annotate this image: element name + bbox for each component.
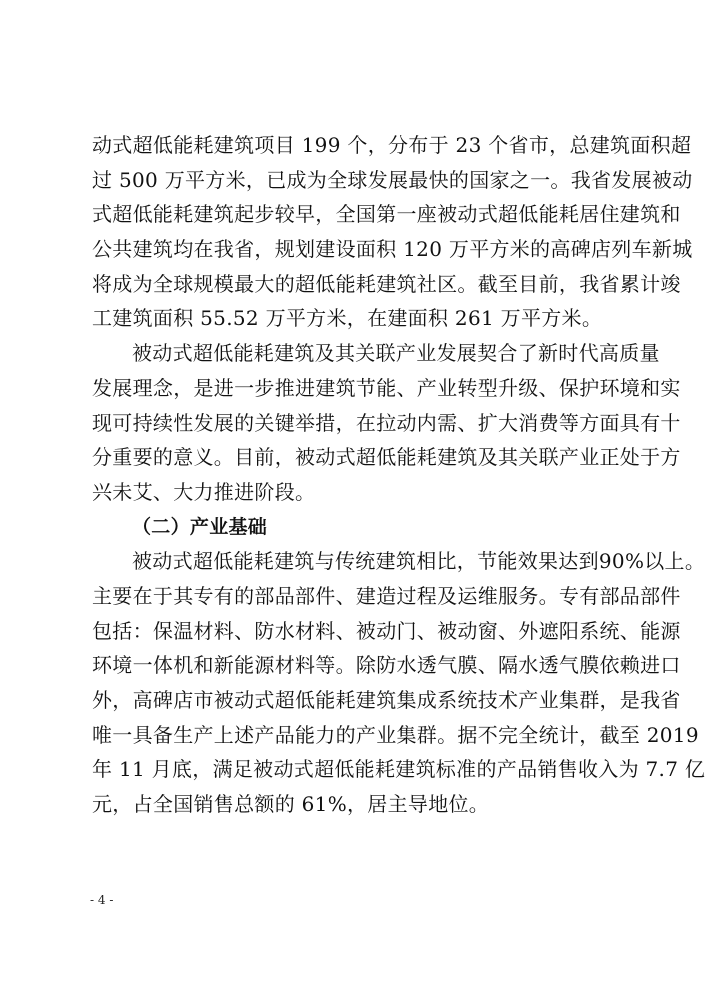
paragraph-line: 兴未艾、大力推进阶段。 (92, 479, 316, 504)
paragraph-line: 工建筑面积 55.52 万平方米，在建面积 261 万平方米。 (92, 306, 603, 331)
paragraph-line: 环境一体机和新能源材料等。除防水透气膜、隔水透气膜依赖进口 (92, 653, 681, 678)
paragraph-line: 过 500 万平方米，已成为全球发展最快的国家之一。我省发展被动 (92, 167, 693, 192)
paragraph-line: 外，高碑店市被动式超低能耗建筑集成系统技术产业集群，是我省 (92, 688, 681, 712)
paragraph-line: 主要在于其专有的部品部件、建造过程及运维服务。专有部品部件 (92, 583, 681, 608)
paragraph-line: 将成为全球规模最大的超低能耗建筑社区。截至目前，我省累计竣 (92, 271, 681, 296)
page-number: - 4 - (90, 893, 114, 907)
document-body (92, 128, 706, 822)
paragraph-line: 发展理念，是进一步推进建筑节能、产业转型升级、保护环境和实 (92, 375, 681, 400)
paragraph-line: 被动式超低能耗建筑与传统建筑相比，节能效果达到90%以上。 (132, 549, 706, 574)
paragraph-line: 动式超低能耗建筑项目 199 个，分布于 23 个省市，总建筑面积超 (92, 133, 692, 157)
paragraph-line: 被动式超低能耗建筑及其关联产业发展契合了新时代高质量 (132, 341, 660, 366)
paragraph-line: 年 11 月底，满足被动式超低能耗建筑标准的产品销售收入为 7.7 亿 (92, 757, 706, 782)
paragraph-line: 公共建筑均在我省，规划建设面积 120 万平方米的高碑店列车新城 (92, 237, 693, 262)
paragraph-line: 分重要的意义。目前，被动式超低能耗建筑及其关联产业正处于方 (92, 445, 681, 470)
paragraph-line: 式超低能耗建筑起步较早，全国第一座被动式超低能耗居住建筑和 (92, 202, 681, 227)
paragraph-line: 元，占全国销售总额的 61%，居主导地位。 (92, 792, 490, 817)
paragraph-line: 包括：保温材料、防水材料、被动门、被动窗、外遮阳系统、能源 (92, 618, 681, 643)
paragraph-line: 现可持续性发展的关键举措，在拉动内需、扩大消费等方面具有十 (92, 410, 681, 435)
paragraph-line: 唯一具备生产上述产品能力的产业集群。据不完全统计，截至 2019 (92, 722, 699, 747)
section-heading: （二）产业基础 (132, 515, 268, 538)
